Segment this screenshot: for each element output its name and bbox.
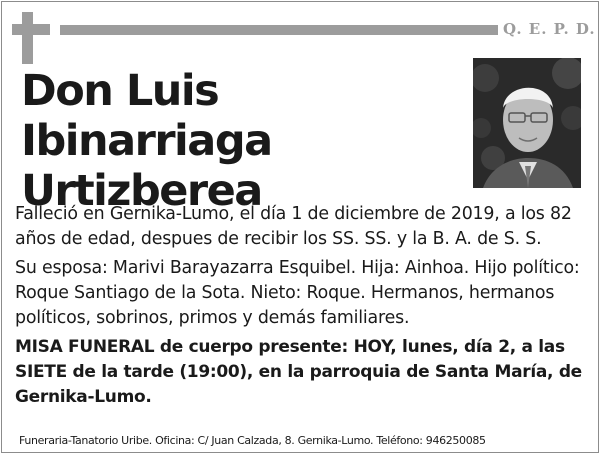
cross-icon: [22, 12, 33, 64]
qepd-label: Q. E. P. D.: [503, 20, 596, 38]
family-members: Su esposa: Marivi Barayazarra Esquibel. Hija: Ainhoa. Hijo político: Roque Santiago de la Sota. Nieto: Roque. Hermanos, hermanos políticos, sobrinos, primos y demás familiares.: [15, 258, 580, 328]
death-announcement: Falleció en Gernika-Lumo, el día 1 de diciembre de 2019, a los 82 años de edad, despues de recibir los SS. SS. y la B. A. de S. S.: [15, 204, 572, 249]
funeral-home-info: Funeraria-Tanatorio Uribe. Oficina: C/ Juan Calzada, 8. Gernika-Lumo. Teléfono: 946250085: [19, 434, 486, 447]
deceased-name: [21, 66, 461, 216]
funeral-mass-info: MISA FUNERAL de cuerpo presente: HOY, lunes, día 2, a las SIETE de la tarde (19:00), en la parroquia de Santa María, de Gernika-Lumo.: [15, 337, 582, 407]
header-rule: [60, 25, 498, 35]
deceased-name-line2: Urtizberea: [21, 166, 262, 216]
deceased-name-line1: Don Luis Ibinarriaga: [21, 66, 272, 166]
notice-body: [15, 202, 585, 414]
cross-icon-bar: [12, 24, 50, 35]
obituary-notice: [1, 1, 599, 453]
portrait-photo: [473, 58, 581, 188]
